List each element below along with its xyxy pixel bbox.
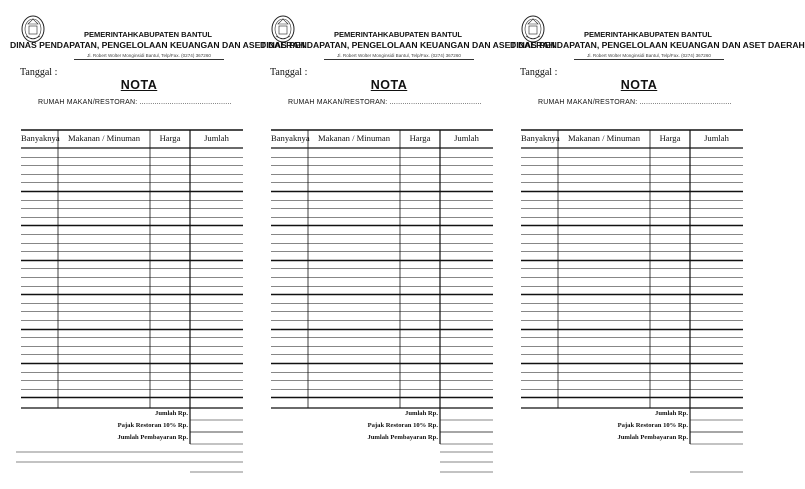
column-header-item: Makanan / Minuman — [67, 133, 141, 143]
date-label: Tanggal : — [520, 67, 558, 78]
payment-total-label: Jumlah Pembayaran Rp. — [367, 434, 438, 441]
agency-address: Jl. Robert Wolter Monginsidi Bantul, Telp/Fax. (0274) 367260 — [337, 53, 461, 58]
column-header-price: Harga — [159, 133, 181, 143]
items-table — [264, 0, 514, 489]
agency-name: DINAS PENDAPATAN, PENGELOLAAN KEUANGAN DAN ASET DAERAH — [510, 40, 805, 50]
nota-form — [510, 0, 805, 489]
column-header-quantity: Banyaknya — [271, 133, 310, 143]
agency-address: Jl. Robert Wolter Monginsidi Bantul, Telp/Fax. (0274) 367260 — [587, 53, 711, 58]
page-title: NOTA — [120, 78, 158, 92]
column-header-item: Makanan / Minuman — [317, 133, 391, 143]
restaurant-label: RUMAH MAKAN/RESTORAN: ........................................... — [538, 99, 732, 106]
column-header-amount: Jumlah — [204, 133, 229, 143]
agency-address: Jl. Robert Wolter Monginsidi Bantul, Telp/Fax. (0274) 367260 — [87, 53, 211, 58]
column-header-quantity: Banyaknya — [21, 133, 60, 143]
nota-form — [260, 0, 555, 489]
column-header-price: Harga — [409, 133, 431, 143]
subtotal-label: Jumlah Rp. — [155, 410, 188, 417]
column-header-item: Makanan / Minuman — [567, 133, 641, 143]
column-header-quantity: Banyaknya — [521, 133, 560, 143]
restaurant-tax-label: Pajak Restoran 10% Rp. — [367, 422, 438, 429]
date-label: Tanggal : — [20, 67, 58, 78]
column-header-amount: Jumlah — [454, 133, 479, 143]
government-name: PEMERINTAHKABUPATEN BANTUL — [334, 30, 462, 39]
restaurant-tax-label: Pajak Restoran 10% Rp. — [117, 422, 188, 429]
subtotal-label: Jumlah Rp. — [655, 410, 688, 417]
payment-total-label: Jumlah Pembayaran Rp. — [617, 434, 688, 441]
restaurant-label: RUMAH MAKAN/RESTORAN: ........................................... — [288, 99, 482, 106]
column-header-price: Harga — [659, 133, 681, 143]
column-header-amount: Jumlah — [704, 133, 729, 143]
payment-total-label: Jumlah Pembayaran Rp. — [117, 434, 188, 441]
nota-form — [10, 0, 305, 489]
government-name: PEMERINTAHKABUPATEN BANTUL — [584, 30, 712, 39]
page-title: NOTA — [370, 78, 408, 92]
government-name: PEMERINTAHKABUPATEN BANTUL — [84, 30, 212, 39]
page-title: NOTA — [620, 78, 658, 92]
items-table — [14, 0, 264, 489]
items-table — [514, 0, 764, 489]
subtotal-label: Jumlah Rp. — [405, 410, 438, 417]
agency-name: DINAS PENDAPATAN, PENGELOLAAN KEUANGAN DAN ASET DAERAH — [260, 40, 555, 50]
restaurant-tax-label: Pajak Restoran 10% Rp. — [617, 422, 688, 429]
restaurant-label: RUMAH MAKAN/RESTORAN: ........................................... — [38, 99, 232, 106]
date-label: Tanggal : — [270, 67, 308, 78]
agency-name: DINAS PENDAPATAN, PENGELOLAAN KEUANGAN DAN ASET DAERAH — [10, 40, 305, 50]
